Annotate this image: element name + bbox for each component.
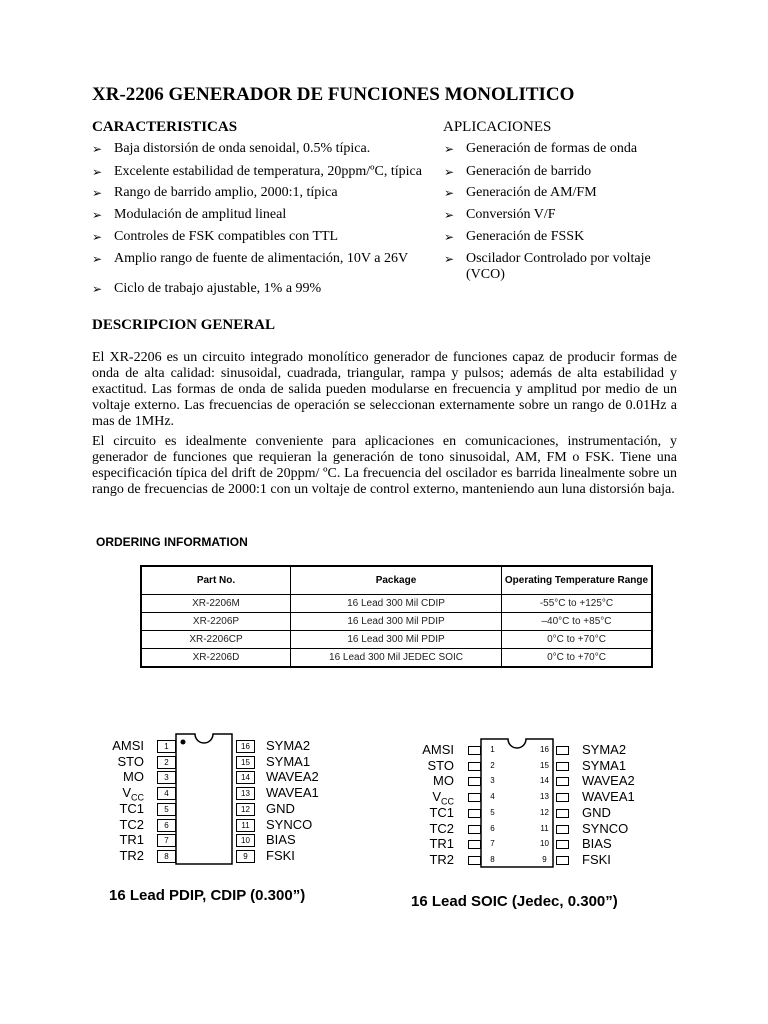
arrow-bullet-icon: ➢ <box>444 252 455 266</box>
dip-pin-number-left: 3 <box>157 771 176 784</box>
dip-pin-label-left: TC2 <box>119 816 144 832</box>
soic-lead-right <box>556 856 569 865</box>
arrow-bullet-icon: ➢ <box>92 186 103 200</box>
soic-pin-label-left: TC1 <box>429 804 454 820</box>
soic-pin-label-left: TC2 <box>429 820 454 836</box>
dip-pin-number-left: 1 <box>157 740 176 753</box>
soic-lead-right <box>556 762 569 771</box>
table-cell: -55°C to +125°C <box>502 595 653 613</box>
dip-pin-number-right: 11 <box>236 819 255 832</box>
dip-pin-number-right: 10 <box>236 834 255 847</box>
soic-pin-number-left: 4 <box>490 792 495 802</box>
soic-pin-label-left: TR1 <box>429 836 454 852</box>
dip-pin-label-right: BIAS <box>266 832 296 848</box>
soic-pin-number-right: 16 <box>540 745 549 754</box>
dip-pin-number-right: 16 <box>236 740 255 753</box>
dip-pin-number-right: 9 <box>236 850 255 863</box>
soic-pin-label-right: SYMA2 <box>582 742 627 757</box>
column-header: Package <box>291 566 502 595</box>
soic-pin-label-left: $V_{CC}$ <box>432 789 454 807</box>
soic-lead-right <box>556 746 569 755</box>
dip-pin-label-left: AMSI <box>112 738 144 753</box>
soic-pin-label-left: AMSI <box>422 742 454 757</box>
dip-pin-label-right: SYMA1 <box>266 753 311 769</box>
soic-pin-number-right: 13 <box>540 792 549 802</box>
table-cell: 16 Lead 300 Mil PDIP <box>291 631 502 649</box>
soic-pin-number-right: 15 <box>540 760 549 770</box>
table-row <box>141 595 652 613</box>
arrow-bullet-icon: ➢ <box>92 230 103 244</box>
dip-pin-label-left: TR1 <box>119 832 144 848</box>
table-cell: XR-2206P <box>141 613 291 631</box>
caracteristicas-heading: CARACTERISTICAS <box>92 119 238 135</box>
dip-pin-number-left: 5 <box>157 803 176 816</box>
table-cell: 16 Lead 300 Mil PDIP <box>291 613 502 631</box>
soic-caption: 16 Lead SOIC (Jedec, 0.300”) <box>411 893 618 910</box>
dip-pin-label-right: WAVEA1 <box>266 785 319 801</box>
soic-pin-label-right: WAVEA2 <box>582 773 635 789</box>
descripcion-heading: DESCRIPCION GENERAL <box>92 317 275 333</box>
dip-pin-label-left: MO <box>123 769 144 785</box>
soic-pin-label-right: FSKI <box>582 851 611 867</box>
dip-pin-label-right: SYNCO <box>266 816 313 832</box>
arrow-bullet-icon: ➢ <box>92 252 103 266</box>
dip-pin-label-right: GND <box>266 800 295 816</box>
pin1-dot <box>181 740 186 745</box>
dip-chip-body <box>175 733 233 865</box>
soic-lead-left <box>468 746 481 755</box>
table-cell: XR-2206D <box>141 649 291 668</box>
arrow-bullet-icon: ➢ <box>92 208 103 222</box>
arrow-bullet-icon: ➢ <box>444 186 455 200</box>
table-cell: XR-2206CP <box>141 631 291 649</box>
table-cell: 16 Lead 300 Mil JEDEC SOIC <box>291 649 502 668</box>
soic-pin-number-left: 5 <box>490 807 495 817</box>
dip-pin-number-left: 4 <box>157 787 176 800</box>
arrow-bullet-icon: ➢ <box>444 142 455 156</box>
dip-pin-number-right: 12 <box>236 803 255 816</box>
dip-pin-label-right: SYMA2 <box>266 738 311 753</box>
dip-pin-number-right: 14 <box>236 771 255 784</box>
soic-pin-number-left: 7 <box>490 839 495 849</box>
dip-pin-number-left: 8 <box>157 850 176 863</box>
dip-pin-number-right: 15 <box>236 756 255 769</box>
table-cell: –40°C to +85°C <box>502 613 653 631</box>
soic-pin-label-left: TR2 <box>429 851 454 867</box>
soic-pin-label-right: GND <box>582 804 611 820</box>
soic-pin-number-right: 11 <box>540 823 549 833</box>
document-title: XR-2206 GENERADOR DE FUNCIONES MONOLITICO <box>92 84 575 105</box>
chip-outline <box>176 734 232 864</box>
dip-pin-label-left: TR2 <box>119 847 144 863</box>
soic-pin-number-left: 1 <box>490 745 495 754</box>
dip-caption: 16 Lead PDIP, CDIP (0.300”) <box>109 887 306 904</box>
table-row <box>141 631 652 649</box>
soic-pin-number-left: 8 <box>490 854 495 864</box>
soic-pin-label-right: WAVEA1 <box>582 789 635 805</box>
soic-lead-left <box>468 793 481 802</box>
dip-pin-label-right: FSKI <box>266 847 295 863</box>
descripcion-paragraph-2: El circuito es idealmente conveniente para aplicaciones en comunicaciones, instrumentación, y generador de funciones que requieran la generación de tono sinusoidal, AM, FM o FSK. Tiene una especificación típica del drift de 20ppm/ ºC. La frecuencia del oscilador es barrida linealmente sobre un rango de frecuencias de 2000:1 con un voltaje de control externo, manteniendo aun luna distorsión baja. <box>92 434 677 497</box>
soic-lead-left <box>468 777 481 786</box>
soic-pin-number-right: 14 <box>540 776 549 786</box>
table-row <box>141 649 652 668</box>
soic-pin-number-right: 9 <box>542 854 547 864</box>
soic-pin-label-left: MO <box>433 773 454 789</box>
soic-lead-right <box>556 793 569 802</box>
soic-pin-number-right: 12 <box>540 807 549 817</box>
dip-pin-label-left: STO <box>117 753 144 769</box>
soic-lead-left <box>468 825 481 834</box>
soic-pin-label-right: SYMA1 <box>582 757 627 773</box>
soic-lead-left <box>468 762 481 771</box>
table-row <box>141 613 652 631</box>
dip-pin-number-left: 6 <box>157 819 176 832</box>
soic-lead-left <box>468 809 481 818</box>
arrow-bullet-icon: ➢ <box>92 165 103 179</box>
dip-pin-number-right: 13 <box>236 787 255 800</box>
dip-pin-number-left: 7 <box>157 834 176 847</box>
arrow-bullet-icon: ➢ <box>92 282 103 296</box>
soic-pin-label-right: SYNCO <box>582 820 629 836</box>
table-header-row <box>141 566 652 595</box>
ordering-title: ORDERING INFORMATION <box>96 535 248 549</box>
table-cell: XR-2206M <box>141 595 291 613</box>
soic-pin-label-left: STO <box>427 757 454 773</box>
arrow-bullet-icon: ➢ <box>444 165 455 179</box>
dip-pin-label-right: WAVEA2 <box>266 769 319 785</box>
aplicaciones-heading: APLICACIONES <box>443 119 552 135</box>
soic-pin-number-left: 3 <box>490 776 495 786</box>
dip-pin-number-left: 2 <box>157 756 176 769</box>
table-cell: 0°C to +70°C <box>502 631 653 649</box>
column-header: Part No. <box>141 566 291 595</box>
column-header: Operating Temperature Range <box>502 566 653 595</box>
soic-pin-label-right: BIAS <box>582 836 612 852</box>
soic-lead-right <box>556 840 569 849</box>
ordering-table <box>140 565 653 668</box>
soic-pin-number-right: 10 <box>540 839 549 849</box>
dip-pin-label-left: TC1 <box>119 800 144 816</box>
table-cell: 16 Lead 300 Mil CDIP <box>291 595 502 613</box>
soic-lead-right <box>556 777 569 786</box>
arrow-bullet-icon: ➢ <box>444 208 455 222</box>
dip-pin-label-left: $V_{CC}$ <box>122 785 144 803</box>
soic-pin-number-left: 6 <box>490 823 495 833</box>
soic-lead-right <box>556 825 569 834</box>
table-cell: 0°C to +70°C <box>502 649 653 668</box>
descripcion-paragraph-1: El XR-2206 es un circuito integrado monolítico generador de funciones capaz de producir formas de onda de alta calidad: sinusoidal, cuadrada, triangular, rampa y pulsos; además de alta estabilidad y exactitud. Las formas de onda de salida pueden modularse en frecuencia y amplitud por medio de un voltaje externo. Las frecuencias de operación se seleccionan externamente sobre un rango de 0.01Hz a mas de 1MHz. <box>92 350 677 429</box>
soic-lead-left <box>468 840 481 849</box>
soic-pin-number-left: 2 <box>490 760 495 770</box>
arrow-bullet-icon: ➢ <box>92 142 103 156</box>
soic-lead-right <box>556 809 569 818</box>
soic-lead-left <box>468 856 481 865</box>
arrow-bullet-icon: ➢ <box>444 230 455 244</box>
